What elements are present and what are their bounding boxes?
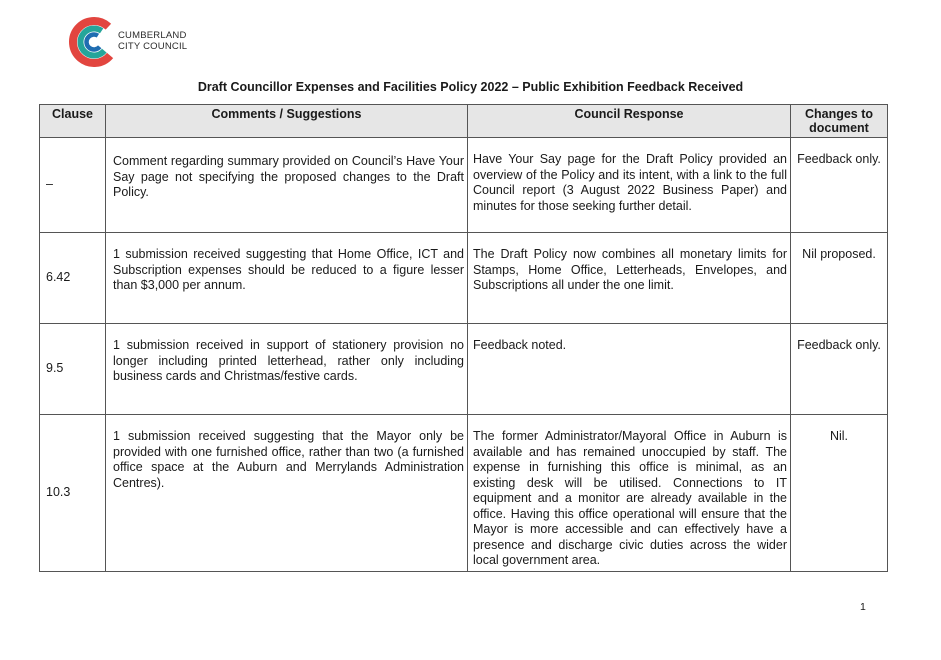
table-row: [40, 415, 888, 572]
row-comment: 1 submission received suggesting that Home Office, ICT and Subscription expenses should be reduced to a figure lesser than $3,000 per annum.: [106, 233, 468, 324]
table-row: [40, 324, 888, 415]
row-response: The Draft Policy now combines all monetary limits for Stamps, Home Office, Letterheads, Envelopes, and Subscriptions all under the one limit.: [468, 233, 791, 324]
row-changes: Nil.: [791, 415, 888, 572]
header-changes: Changes to document: [791, 105, 888, 138]
table-header-row: [40, 105, 888, 138]
row-comment: Comment regarding summary provided on Council’s Have Your Say page not specifying the proposed changes to the Draft Policy.: [106, 138, 468, 233]
row-clause: 10.3: [40, 415, 106, 572]
row-clause: 9.5: [40, 324, 106, 415]
row-comment: 1 submission received in support of stationery provision no longer including printed letterhead, rather only including business cards and Christmas/festive cards.: [106, 324, 468, 415]
header-clause: Clause: [40, 105, 106, 138]
row-changes: Feedback only.: [791, 138, 888, 233]
council-wordmark: [118, 30, 187, 52]
row-clause: –: [40, 138, 106, 233]
row-clause: 6.42: [40, 233, 106, 324]
table-row: [40, 233, 888, 324]
row-response: Feedback noted.: [468, 324, 791, 415]
header-comments: Comments / Suggestions: [106, 105, 468, 138]
page-number: 1: [860, 601, 866, 613]
row-changes: Feedback only.: [791, 324, 888, 415]
row-changes: Nil proposed.: [791, 233, 888, 324]
header-response: Council Response: [468, 105, 791, 138]
wordmark-line-2: CITY COUNCIL: [118, 41, 188, 52]
document-title: Draft Councillor Expenses and Facilities Policy 2022 – Public Exhibition Feedback Received: [197, 80, 744, 94]
row-comment: 1 submission received suggesting that the Mayor only be provided with one furnished office, rather than two (a furnished office space at the Auburn and Merrylands Administration Centres).: [106, 415, 468, 572]
table-row: [40, 138, 888, 233]
wordmark-line-1: CUMBERLAND: [118, 30, 187, 41]
row-response: The former Administrator/Mayoral Office in Auburn is available and has remained unoccupied by staff. The expense in furnishing this office is minimal, as an existing desk will be utilised. Connections to IT equipment and a monitor are already available in the office. Having this office operational will ensure that the Mayor is more accessible and can effectively have a presence and discharge civic duties across the wider local government area.: [468, 415, 791, 572]
feedback-table: [39, 104, 888, 572]
row-response: Have Your Say page for the Draft Policy provided an overview of the Policy and its intent, with a link to the full Council report (3 August 2022 Business Paper) and minutes for those seeking further detail.: [468, 138, 791, 233]
